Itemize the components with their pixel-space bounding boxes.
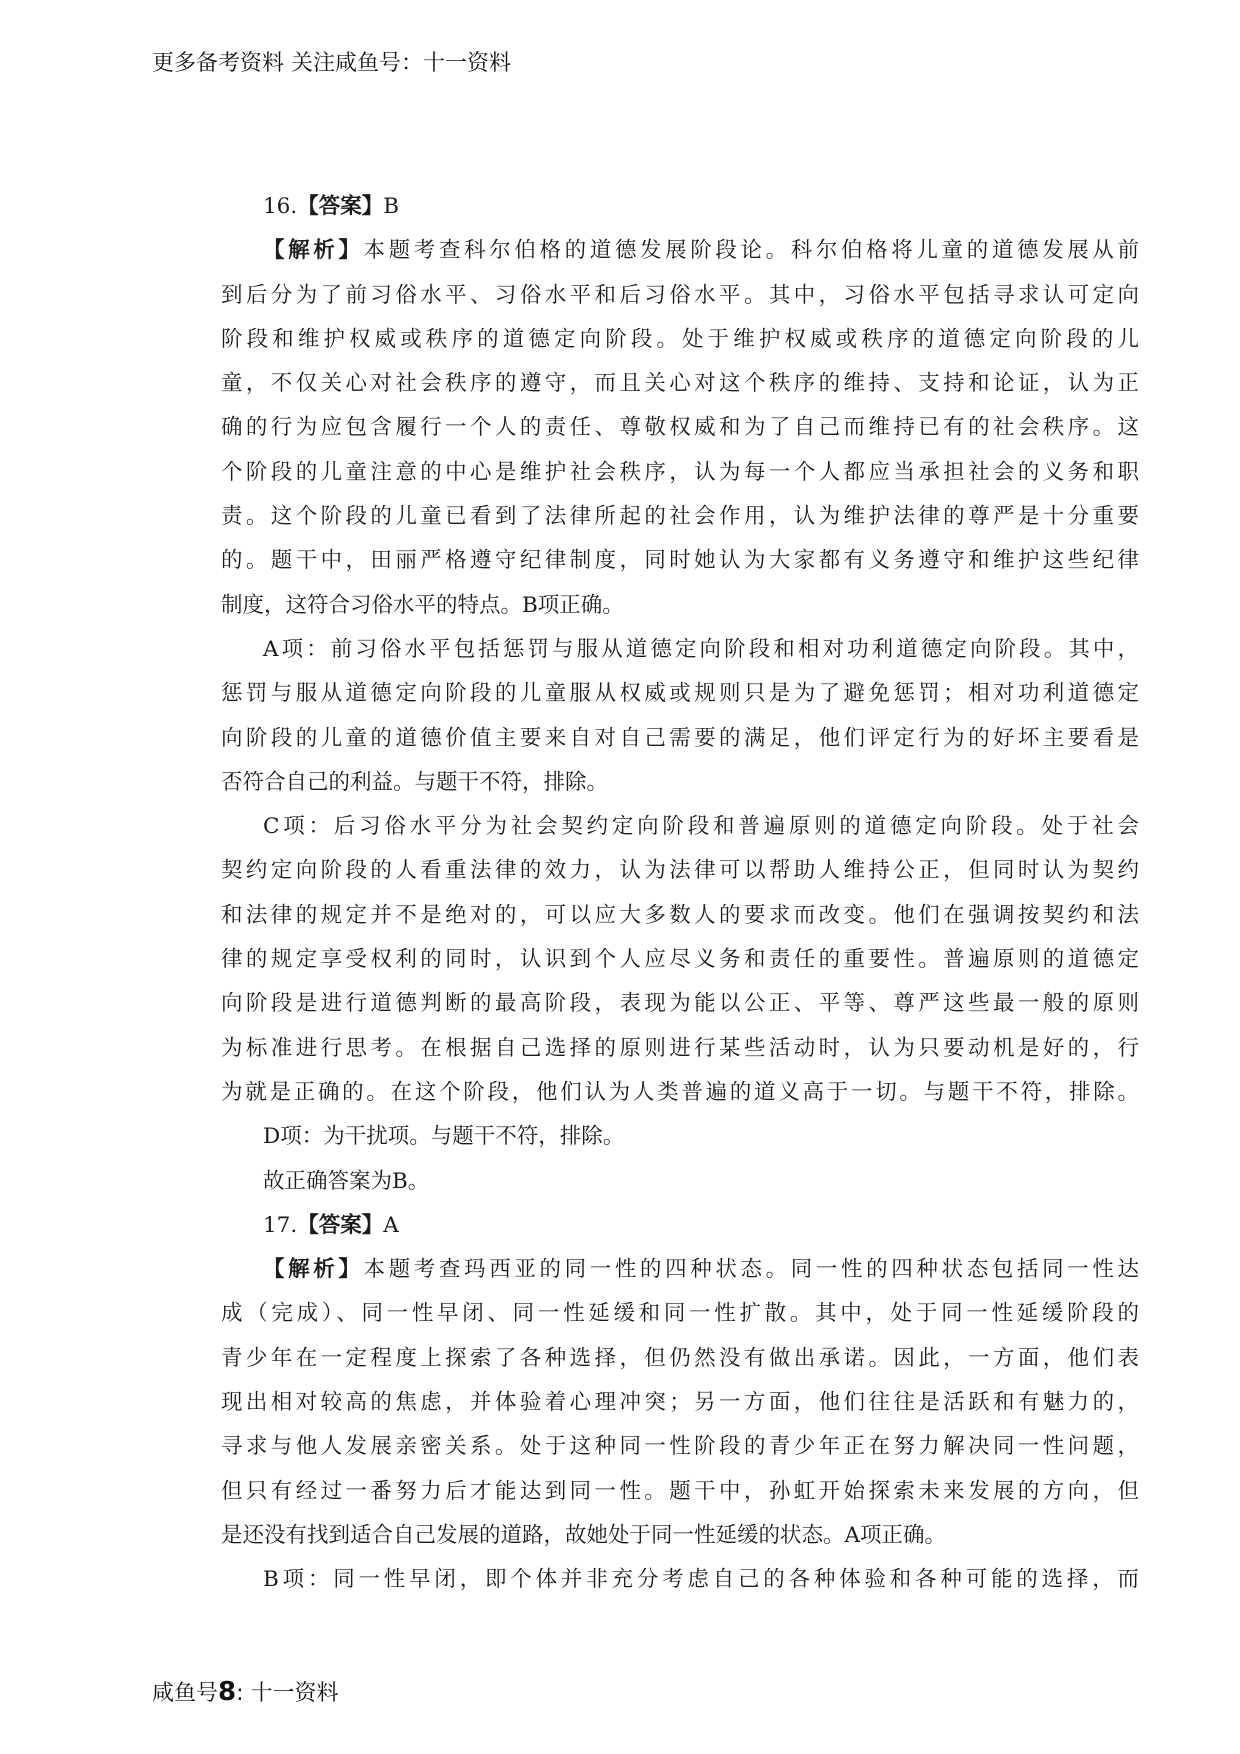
line-text: 的。题干中，田丽严格遵守纪律制度，同时她认为大家都有义务遵守和维护这些纪律 bbox=[221, 548, 1139, 574]
text-line bbox=[221, 229, 1139, 273]
text-line bbox=[221, 584, 1139, 628]
line-text: 到后分为了前习俗水平、习俗水平和后习俗水平。其中，习俗水平包括寻求认可定向 bbox=[221, 282, 1139, 308]
section-label: 【解析】 bbox=[263, 1257, 364, 1283]
line-text: 故正确答案为B。 bbox=[263, 1168, 430, 1194]
text-line bbox=[221, 1337, 1139, 1381]
text-line bbox=[221, 318, 1139, 362]
text-line bbox=[221, 1071, 1139, 1115]
footer-prefix: 咸鱼号 bbox=[152, 1681, 219, 1706]
question-number: 16. bbox=[263, 194, 298, 219]
question-number: 17. bbox=[263, 1212, 298, 1238]
line-text: 寻求与他人发展亲密关系。处于这种同一性阶段的青少年正在努力解决同一性问题， bbox=[221, 1434, 1139, 1460]
text-line bbox=[221, 982, 1139, 1026]
text-line bbox=[221, 362, 1139, 406]
line-text: A项：前习俗水平包括惩罚与服从道德定向阶段和相对功利道德定向阶段。其中， bbox=[263, 636, 1139, 662]
line-text: 制度，这符合习俗水平的特点。B项正确。 bbox=[221, 592, 624, 618]
page-footer bbox=[152, 1676, 339, 1707]
text-line bbox=[221, 185, 1139, 229]
text-line bbox=[221, 1381, 1139, 1425]
text-line bbox=[221, 1248, 1139, 1292]
line-text: 责。这个阶段的儿童已看到了法律所起的社会作用，认为维护法律的尊严是十分重要 bbox=[221, 504, 1139, 530]
line-text: 成（完成）、同一性早闭、同一性延缓和同一性扩散。其中，处于同一性延缓阶段的 bbox=[221, 1301, 1139, 1327]
text-line bbox=[221, 938, 1139, 982]
text-line bbox=[221, 1115, 1139, 1159]
line-text: 否符合自己的利益。与题干不符，排除。 bbox=[221, 769, 609, 795]
text-line bbox=[221, 1514, 1139, 1558]
text-line bbox=[221, 717, 1139, 761]
line-text: 阶段和维护权威或秩序的道德定向阶段。处于维护权威或秩序的道德定向阶段的儿 bbox=[221, 326, 1139, 352]
line-text: 青少年在一定程度上探索了各种选择，但仍然没有做出承诺。因此，一方面，他们表 bbox=[221, 1345, 1139, 1371]
document-body bbox=[221, 185, 1139, 1603]
section-label: 【答案】 bbox=[297, 194, 384, 219]
text-line bbox=[221, 1425, 1139, 1469]
text-line bbox=[221, 539, 1139, 583]
text-line bbox=[221, 274, 1139, 318]
line-text: 和法律的规定并不是绝对的，可以应大多数人的要求而改变。他们在强调按契约和法 bbox=[221, 902, 1139, 928]
section-label: 【答案】 bbox=[297, 1212, 384, 1238]
page-number: 8 bbox=[218, 1677, 237, 1707]
text-line bbox=[221, 406, 1139, 450]
page-header-watermark: 更多备考资料 关注咸鱼号：十一资料 bbox=[152, 51, 511, 76]
text-line bbox=[221, 672, 1139, 716]
line-text: 向阶段是进行道德判断的最高阶段，表现为能以公正、平等、尊严这些最一般的原则 bbox=[221, 991, 1139, 1017]
line-text: 向阶段的儿童的道德价值主要来自对自己需要的满足，他们评定行为的好坏主要看是 bbox=[221, 725, 1139, 751]
line-text: 童，不仅关心对社会秩序的遵守，而且关心对这个秩序的维持、支持和论证，认为正 bbox=[221, 371, 1139, 397]
text-line bbox=[221, 1470, 1139, 1514]
text-line bbox=[221, 1160, 1139, 1204]
line-text: 律的规定享受权利的同时，认识到个人应尽义务和责任的重要性。普遍原则的道德定 bbox=[221, 947, 1139, 973]
text-line bbox=[221, 495, 1139, 539]
line-text: 本题考查玛西亚的同一性的四种状态。同一性的四种状态包括同一性达 bbox=[363, 1257, 1139, 1283]
line-text: 个阶段的儿童注意的中心是维护社会秩序，认为每一个人都应当承担社会的义务和职 bbox=[221, 459, 1139, 485]
line-text: 契约定向阶段的人看重法律的效力，认为法律可以帮助人维持公正，但同时认为契约 bbox=[221, 858, 1139, 884]
text-line bbox=[221, 1292, 1139, 1336]
text-line bbox=[221, 805, 1139, 849]
line-text: A bbox=[383, 1212, 399, 1238]
line-text: D项：为干扰项。与题干不符，排除。 bbox=[263, 1124, 625, 1150]
line-text: C项：后习俗水平分为社会契约定向阶段和普遍原则的道德定向阶段。处于社会 bbox=[263, 814, 1139, 840]
text-line bbox=[221, 628, 1139, 672]
line-text: 是还没有找到适合自己发展的道路，故她处于同一性延缓的状态。A项正确。 bbox=[221, 1522, 947, 1548]
footer-suffix: : 十一资料 bbox=[236, 1681, 339, 1706]
line-text: 确的行为应包含履行一个人的责任、尊敬权威和为了自己而维持已有的社会秩序。这 bbox=[221, 415, 1139, 441]
line-text: B项：同一性早闭，即个体并非充分考虑自己的各种体验和各种可能的选择，而 bbox=[263, 1567, 1139, 1593]
line-text: 本题考查科尔伯格的道德发展阶段论。科尔伯格将儿童的道德发展从前 bbox=[363, 238, 1139, 264]
text-line bbox=[221, 1204, 1139, 1248]
line-text: 但只有经过一番努力后才能达到同一性。题干中，孙虹开始探索未来发展的方向，但 bbox=[221, 1478, 1139, 1504]
text-line bbox=[221, 849, 1139, 893]
line-text: 为就是正确的。在这个阶段，他们认为人类普遍的道义高于一切。与题干不符，排除。 bbox=[221, 1079, 1139, 1105]
section-label: 【解析】 bbox=[263, 238, 364, 264]
line-text: 惩罚与服从道德定向阶段的儿童服从权威或规则只是为了避免惩罚；相对功利道德定 bbox=[221, 681, 1139, 707]
text-line bbox=[221, 1027, 1139, 1071]
line-text: 为标准进行思考。在根据自己选择的原则进行某些活动时，认为只要动机是好的，行 bbox=[221, 1035, 1139, 1061]
text-line bbox=[221, 894, 1139, 938]
text-line bbox=[221, 1558, 1139, 1602]
text-line bbox=[221, 451, 1139, 495]
line-text: B bbox=[383, 194, 400, 219]
text-line bbox=[221, 761, 1139, 805]
line-text: 现出相对较高的焦虑，并体验着心理冲突；另一方面，他们往往是活跃和有魅力的， bbox=[221, 1390, 1139, 1416]
